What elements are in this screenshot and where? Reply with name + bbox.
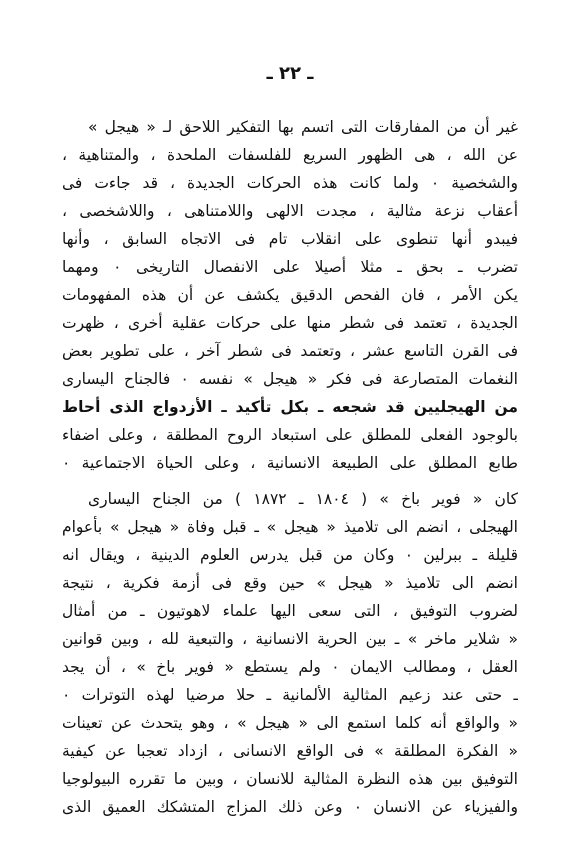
paragraph-1-line: عن الله ، هى الظهور السريع للفلسفات الملحدة ، والمتناهية ، (62, 146, 518, 164)
paragraph-1-line: من الهيجليين قد شجعه ـ بكل تأكيد ـ الأزدواج الذى أحاط (62, 398, 518, 416)
paragraph-1-line: الجديدة ، تعتمد فى شطر منها على حركات عقلية أخرى ، ظهرت (62, 314, 518, 332)
paragraph-2-line: الهيجلى ، انضم الى تلاميذ « هيجل » ـ قبل وفاة « هيجل » بأعوام (62, 518, 518, 536)
paragraph-2-line: ـ حتى عند زعيم المثالية الألمانية ـ حلا مرضيا لهذه التوترات ٠ (62, 686, 518, 704)
paragraph-1-line: غير أن من المفارقات التى اتسم بها التفكير اللاحق لـ « هيجل » (88, 118, 518, 136)
paragraph-1-line: النغمات المتصارعة فى فكر « هيجل » نفسه ٠ فالجناح اليسارى (62, 370, 518, 388)
paragraph-1-line: فيبدو أنها تنطوى على انقلاب تام فى الاتجاه السابق ، وأنها (62, 230, 518, 248)
paragraph-1-line: يكن الأمر ، فان الفحص الدقيق يكشف عن أن هذه المفهومات (62, 286, 518, 304)
paragraph-1-line: تضرب ـ بحق ـ مثلا أصيلا على الانفصال التاريخى ٠ ومهما (62, 258, 518, 276)
paragraph-2-line: والفيزياء عن الانسان ٠ وعن ذلك المزاج المتشكك العميق الذى (62, 798, 518, 816)
page-number: ـ ٢٢ ـ (266, 63, 314, 84)
paragraph-1-line: بالوجود الفعلى للمطلق على استبعاد الروح المطلقة ، وعلى اضفاء (62, 426, 518, 444)
paragraph-2-line: « والواقع أنه كلما استمع الى « هيجل » ، وهو يتحدث عن تعينات (62, 714, 518, 732)
paragraph-2-line: « شلاير ماخر » ـ بين الحرية الانسانية ، والتبعية لله ، وبين قوانين (62, 630, 518, 648)
paragraph-1-line: فى القرن التاسع عشر ، وتعتمد فى شطر آخر ، على تطوير بعض (62, 342, 518, 360)
paragraph-1-line: أعقاب نزعة مثالية ، مجدت الالهى واللامتناهى ، واللاشخصى ، (62, 202, 518, 220)
paragraph-1-line: طابع المطلق على الطبيعة الانسانية ، وعلى الحياة الاجتماعية ٠ (62, 454, 518, 472)
paragraph-1-line: والشخصية ٠ ولما كانت هذه الحركات الجديدة ، قد جاءت فى (62, 174, 518, 192)
paragraph-2-line: « الفكرة المطلقة » فى الواقع الانسانى ، ازداد تعجبا عن كيفية (62, 742, 518, 760)
paragraph-2-line: كان « فوير باخ » ( ١٨٠٤ ـ ١٨٧٢ ) من الجناح اليسارى (88, 490, 518, 508)
paragraph-2-line: العقل ، ومطالب الايمان ٠ ولم يستطع « فوير باخ » ، أن يجد (62, 658, 518, 676)
paragraph-2-line: التوفيق بين هذه النظرة المثالية للانسان ، وبين ما تقرره البيولوجيا (62, 770, 518, 788)
paragraph-2-line: قليلة ـ ببرلين ٠ وكان من قبل يدرس العلوم الدينية ، ويقال انه (62, 546, 518, 564)
paragraph-2-line: انضم الى تلاميذ « هيجل » حين وقع فى أزمة فكرية ، نتيجة (62, 574, 518, 592)
paragraph-2-line: لضروب التوفيق ، التى سعى اليها علماء لاهوتيون ـ من أمثال (62, 602, 518, 620)
